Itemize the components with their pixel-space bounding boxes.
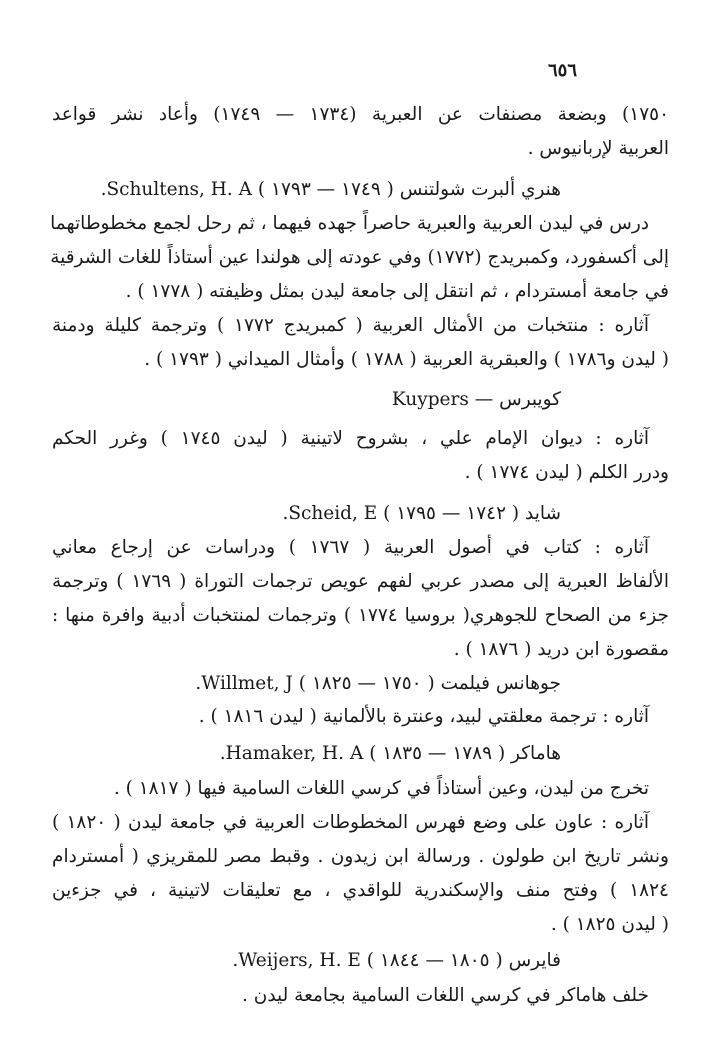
text-line-22: ونشر تاريخ ابن طولون . ورسالة ابن زيدون . وقبط مصر للمقريزي ( أمستردام: [52, 846, 669, 867]
text-line-26: خلف هاماكر في كرسي اللغات السامية بجامعة ليدن .: [242, 985, 649, 1006]
text-line-24: ( ليدن ١٨٢٥ ) .: [550, 914, 669, 935]
text-line-8: ( ليدن و١٧٨٦ ) والعبقرية العربية ( ١٧٨٨ ) وأمثال الميداني ( ١٧٩٣ ) .: [144, 349, 669, 370]
text-line-15: جزء من الصحاح للجوهري( بروسيا ١٧٧٤ ) وترجمات لمنتخبات أدبية وافرة منها :: [52, 605, 669, 626]
heading-text: فايرس ( ١٨٠٥ — ١٨٤٤ ) Weijers, H. E.: [232, 950, 561, 971]
text-line-10: آثاره : ديوان الإمام علي ، بشروح لاتينية ( ليدن ١٧٤٥ ) وغرر الحكم: [52, 428, 649, 449]
text-line-11: ودرر الكلم ( ليدن ١٧٧٤ ) .: [464, 462, 669, 483]
text-line-6: في جامعة أمستردام ، ثم انتقل إلى جامعة ليدن بمثل وظيفته ( ١٧٧٨ ) .: [125, 281, 669, 302]
scholar-heading-hamaker: [150, 737, 561, 771]
scholar-heading-willmet: [150, 667, 561, 701]
scholar-heading-weijers: [150, 944, 561, 978]
page-number: ٦٥٦: [548, 60, 578, 81]
text-line-4: درس في ليدن العربية والعبرية حاصراً جهده فيهما ، ثم رحل لجمع مخطوطاتهما: [50, 213, 649, 234]
text-line-7: آثاره : منتخبات من الأمثال العربية ( كمبريدج ١٧٧٢ ) وترجمة كليلة ودمنة: [52, 315, 649, 336]
scholar-heading-scheid: [150, 497, 561, 531]
heading-text: جوهانس فيلمت ( ١٧٥٠ — ١٨٢٥ ) Willmet, J.: [195, 673, 561, 694]
text-line-2: العربية لإربانيوس .: [527, 138, 669, 159]
text-line-18: آثاره : ترجمة معلقتي لبيد، وعنترة بالألمانية ( ليدن ١٨١٦ ) .: [198, 706, 649, 727]
text-line-23: ١٨٢٤ ) وفتح منف والإسكندرية للواقدي ، مع تعليقات لاتينية ، في جزءين: [52, 880, 669, 901]
heading-text: كويبرس — Kuypers: [391, 389, 561, 410]
scholar-heading-kuypers: [150, 383, 561, 417]
text-line-13: آثاره : كتاب في أصول العربية ( ١٧٦٧ ) ودراسات عن إرجاع معاني: [52, 537, 649, 558]
heading-text: شايد ( ١٧٤٢ — ١٧٩٥ ) Scheid, E.: [282, 503, 561, 524]
text-line-5: إلى أكسفورد، وكمبريدج (١٧٧٢) وفي عودته إلى هولندا عين أستاذاً للغات الشرقية: [50, 247, 669, 268]
text-line-20: تخرج من ليدن، وعين أستاذاً في كرسي اللغات السامية فيها ( ١٨١٧ ) .: [113, 778, 649, 799]
heading-text: هاماكر ( ١٧٨٩ — ١٨٣٥ ) Hamaker, H. A.: [219, 743, 561, 764]
text-line-16: مقصورة ابن دريد ( ١٨٧٦ ) .: [453, 639, 669, 660]
text-line-14: الألفاظ العبرية إلى مصدر عربي لفهم عويص ترجمات التوراة ( ١٧٦٩ ) وترجمة: [52, 571, 669, 592]
scholar-heading-schultens: [100, 173, 561, 207]
text-line-1: ١٧٥٠) وبضعة مصنفات عن العبرية (١٧٣٤ — ١٧٤٩) وأعاد نشر قواعد: [52, 104, 670, 125]
text-line-21: آثاره : عاون على وضع فهرس المخطوطات العربية في جامعة ليدن ( ١٨٢٠ ): [52, 812, 649, 833]
heading-text: هنري ألبرت شولتنس ( ١٧٤٩ — ١٧٩٣ ) Schultens, H. A.: [100, 179, 561, 200]
